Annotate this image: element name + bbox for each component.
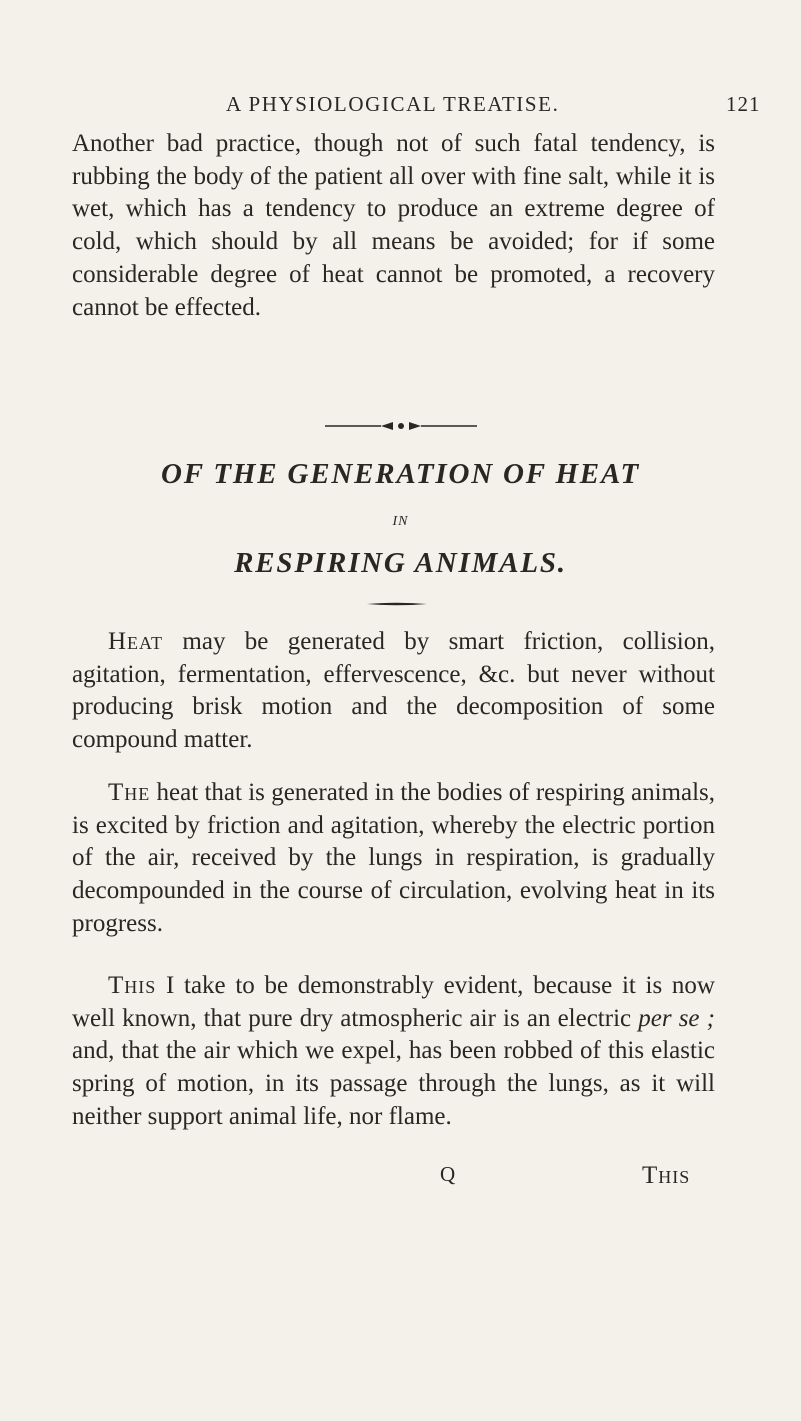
paragraph-3 — [72, 777, 715, 941]
section-heading-line-3: RESPIRING ANIMALS. — [234, 547, 567, 579]
paragraph-2-text: may be generated by smart friction, collision, agitation, fermentation, effervescence, &c. but never without producing brisk motion and the decomposition of some compound matter. — [72, 628, 715, 754]
section-heading-line-1: OF THE GENERATION OF HEAT — [160, 458, 641, 490]
signature-mark: Q — [440, 1162, 456, 1186]
running-head — [0, 92, 801, 122]
paragraph-3-lead: The — [108, 779, 151, 806]
page-number: 121 — [726, 92, 761, 116]
paragraph-4-text-a: I take to be demonstrably evident, because it is now well known, that pure dry atmospheric air is an electric — [72, 972, 715, 1032]
paragraph-1 — [72, 128, 715, 324]
catchword: This — [642, 1162, 691, 1189]
running-head-title: A PHYSIOLOGICAL TREATISE. — [226, 92, 560, 116]
paragraph-4-lead: This — [108, 972, 157, 999]
paragraph-4 — [72, 970, 715, 1134]
paragraph-4-italic: per se ; — [638, 1004, 715, 1032]
catchline — [0, 1162, 801, 1192]
heading-rule — [367, 602, 427, 606]
paragraph-4-text-b: and, that the air which we expel, has been robbed of this elastic spring of motion, in its passage through the lungs, as it will neither support animal life, nor flame. — [72, 1037, 715, 1130]
paragraph-2-lead: Heat — [108, 628, 164, 655]
section-heading-line-2: IN — [392, 514, 409, 529]
paragraph-3-text: heat that is generated in the bodies of respiring animals, is excited by friction and agitation, whereby the electric portion of the air, received by the lungs in respiration, is gradually decompounded in the course of circulation, evolving heat in its progress. — [72, 779, 715, 937]
paragraph-2 — [72, 626, 715, 757]
section-ornament — [323, 420, 479, 432]
paragraph-1-text: Another bad practice, though not of such fatal tendency, is rubbing the body of the patient all over with fine salt, while it is wet, which has a tendency to produce an extreme degree of cold, which should by all means be avoided; for if some considerable degree of heat cannot be promoted, a recovery cannot be effected. — [72, 130, 715, 321]
